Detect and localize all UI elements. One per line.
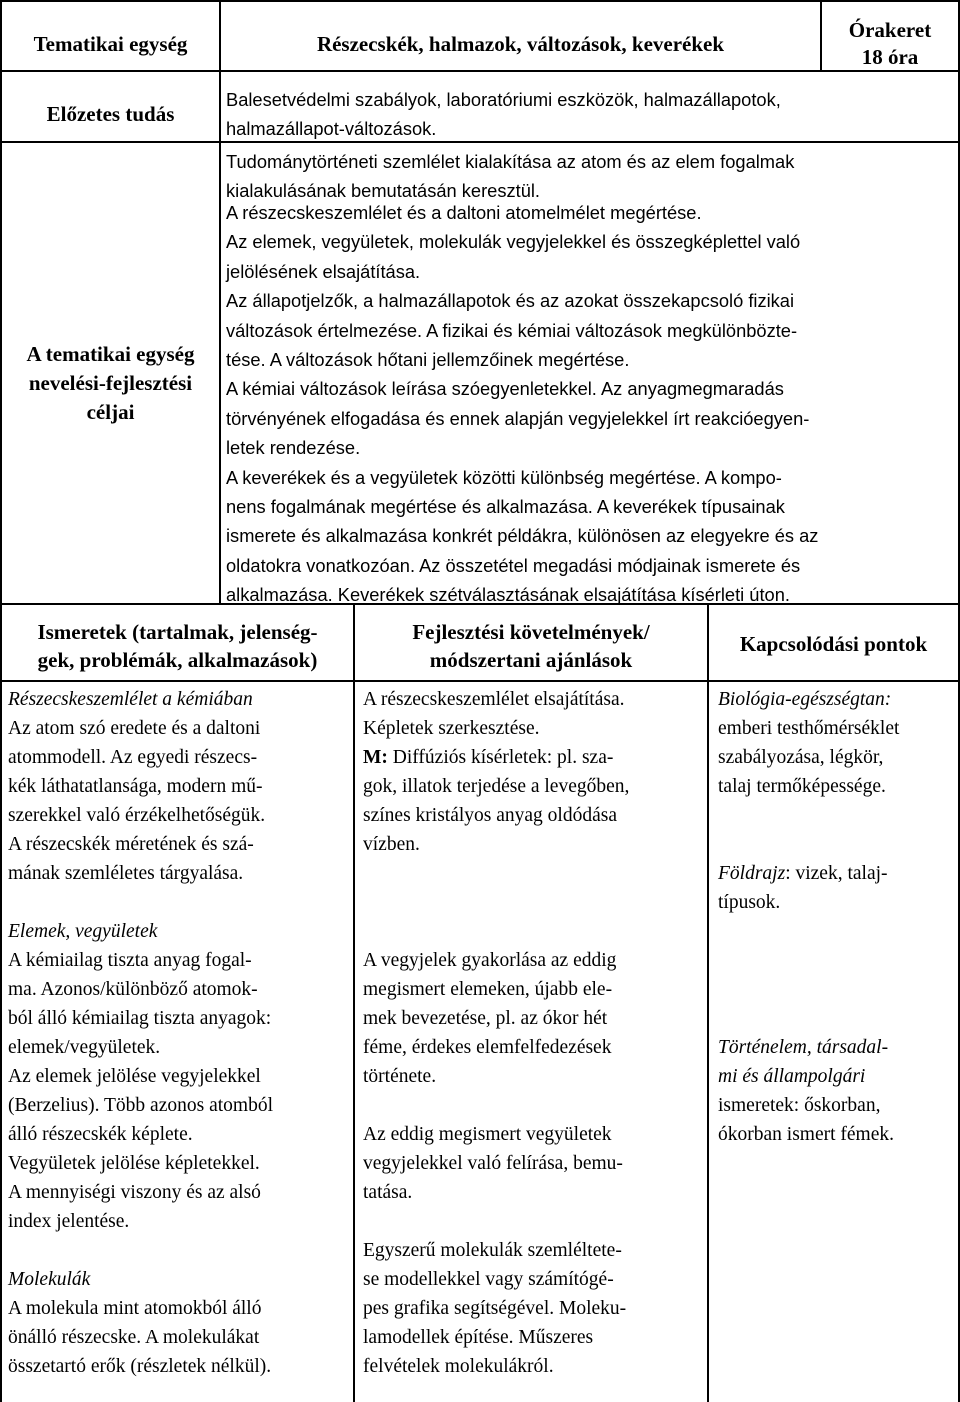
col2-header: [355, 618, 707, 674]
requirement-line: gok, illatok terjedése a levegőben,: [363, 776, 630, 797]
knowledge-line: A részecskék méretének és szá-: [8, 834, 254, 855]
rule-under-header: [0, 70, 960, 72]
connections-column: [718, 685, 899, 1149]
knowledge-line: atommodell. Az egyedi részecs-: [8, 747, 258, 768]
rule-label-col: [219, 0, 221, 604]
goals-line: oldatokra vonatkozóan. Az összetétel megadási módjainak ismerete és: [226, 554, 801, 576]
requirement-line: története.: [363, 1066, 437, 1087]
col2-header-line: módszertani ajánlások: [429, 648, 633, 672]
header-title: Részecskék, halmazok, változások, keverékek: [316, 32, 725, 56]
requirement-line: pes grafika segítségével. Moleku-: [363, 1298, 627, 1319]
col3-header: Kapcsolódási pontok: [739, 632, 928, 656]
goals-line: A részecskeszemlélet és a daltoni atomelmélet megértése.: [226, 202, 702, 223]
knowledge-line: önálló részecske. A molekulákat: [8, 1327, 260, 1348]
requirement-line: felvételek molekulákról.: [363, 1356, 554, 1377]
goals-line: nens fogalmának megértése és alkalmazása. A keverékek típusainak: [226, 496, 785, 518]
prior-line: Balesetvédelmi szabályok, laboratóriumi eszközök, halmazállapotok,: [226, 89, 781, 110]
goals-line: törvényének elfogadása és ennek alapján vegyjelekkel írt reakcióegyen-: [226, 407, 810, 429]
goals-line: tése. A változások hőtani jellemzőinek megértése.: [226, 349, 630, 371]
header-label: Tematikai egység: [33, 32, 188, 56]
knowledge-line: A mennyiségi viszony és az alsó: [8, 1182, 261, 1203]
connection-line: típusok.: [718, 892, 781, 913]
section-title: Részecskeszemlélet a kémiában: [8, 689, 253, 710]
requirement-line: Az eddig megismert vegyületek: [363, 1124, 612, 1145]
requirement-line: lamodellek építése. Műszeres: [363, 1327, 594, 1348]
goals-line: ismerete és alkalmazása konkrét példákra, különösen az elegyekre és az: [226, 525, 819, 547]
knowledge-line: A kémiailag tiszta anyag fogal-: [8, 950, 252, 971]
section-title: Molekulák: [8, 1269, 91, 1290]
prior-knowledge-label: Előzetes tudás: [46, 102, 175, 126]
goals-label-line: céljai: [86, 400, 135, 424]
knowledge-line: ma. Azonos/különböző atomok-: [8, 979, 258, 1000]
hours-value: 18 óra: [861, 45, 919, 69]
requirement-line: mek bevezetése, pl. az ókor hét: [363, 1008, 608, 1029]
requirement-line: se modellekkel vagy számítógé-: [363, 1269, 614, 1290]
knowledge-line: index jelentése.: [8, 1211, 130, 1232]
subject-title: mi és állampolgári: [718, 1066, 866, 1087]
requirement-line: féme, érdekes elemfelfedezések: [363, 1037, 612, 1058]
knowledge-line: A molekula mint atomokból álló: [8, 1298, 262, 1319]
knowledge-column: [8, 685, 273, 1381]
requirement-line: vegyjelekkel való felírása, bemu-: [363, 1153, 623, 1174]
col1-header-line: gek, problémák, alkalmazások): [37, 648, 318, 672]
goals-line: letek rendezése.: [226, 437, 361, 459]
goals-line: jelölésének elsajátítása.: [226, 260, 421, 282]
method-label: M:: [363, 747, 388, 768]
goals-label-line: nevelési-fejlesztési: [28, 371, 193, 395]
rule-top: [0, 0, 960, 2]
knowledge-line: Az atom szó eredete és a daltoni: [8, 718, 261, 739]
subject-title: Történelem, társadal-: [718, 1037, 889, 1058]
rule-left: [0, 0, 2, 1402]
col1-header: [2, 618, 353, 674]
knowledge-line: mának szemléletes tárgyalása.: [8, 863, 244, 884]
prior-knowledge-text: [226, 85, 794, 206]
knowledge-line: ból álló kémiailag tiszta anyagok:: [8, 1008, 272, 1029]
connection-text: : vizek, talaj-: [785, 863, 888, 884]
rule-col2-col3: [707, 604, 709, 1402]
goals-text: [226, 198, 818, 610]
knowledge-line: szerekkel való érzékelhetőségük.: [8, 805, 266, 826]
requirement-line: színes kristályos anyag oldódása: [363, 805, 617, 826]
hours-label: Órakeret: [848, 18, 932, 42]
subject-title: Földrajz: [718, 863, 786, 884]
subject-title: Biológia-egészségtan:: [718, 689, 892, 710]
knowledge-line: összetartó erők (részletek nélkül).: [8, 1356, 272, 1377]
goals-line: Az állapotjelzők, a halmazállapotok és az azokat összekapcsoló fizikai: [226, 290, 795, 312]
rule-col1-col2: [353, 604, 355, 1402]
requirements-column: [363, 685, 629, 1381]
requirement-line: Egyszerű molekulák szemléltete-: [363, 1240, 622, 1261]
requirement-line: megismert elemeken, újabb ele-: [363, 979, 613, 1000]
goals-line: A keverékek és a vegyületek közötti különbség megértése. A kompo-: [226, 466, 782, 488]
prior-line: kialakulásának bemutatásán keresztül.: [226, 180, 541, 202]
requirement-line: A részecskeszemlélet elsajátítása.: [363, 689, 625, 710]
prior-line: Tudománytörténeti szemlélet kialakítása az atom és az elem fogalmak: [226, 150, 795, 172]
col1-header-line: Ismeretek (tartalmak, jelenség-: [37, 620, 318, 644]
knowledge-line: elemek/vegyületek.: [8, 1037, 161, 1058]
connection-line: [718, 859, 899, 888]
requirement-line: tatása.: [363, 1182, 413, 1203]
connection-line: ismeretek: őskorban,: [718, 1095, 881, 1116]
method-text: Diffúziós kísérletek: pl. sza-: [387, 747, 614, 768]
knowledge-line: álló részecskék képlete.: [8, 1124, 193, 1145]
knowledge-line: (Berzelius). Több azonos atomból: [8, 1095, 273, 1116]
goals-line: változások értelmezése. A fizikai és kémiai változások megkülönbözte-: [226, 319, 798, 341]
connection-line: ókorban ismert fémek.: [718, 1124, 894, 1145]
connection-line: szabályozása, légkör,: [718, 747, 884, 768]
requirement-line: Képletek szerkesztése.: [363, 718, 540, 739]
section-title: Elemek, vegyületek: [8, 921, 158, 942]
rule-under-colheads: [0, 680, 960, 682]
goals-label-line: A tematikai egység: [26, 342, 195, 366]
goals-line: alkalmazása. Keverékek szétválasztásának elsajátítása kísérleti úton.: [226, 584, 790, 606]
knowledge-line: kék láthatatlansága, modern mű-: [8, 776, 263, 797]
connection-line: emberi testhőmérséklet: [718, 718, 900, 739]
col2-header-line: Fejlesztési követelmények/: [412, 620, 650, 644]
knowledge-line: Az elemek jelölése vegyjelekkel: [8, 1066, 261, 1087]
goals-line: Az elemek, vegyületek, molekulák vegyjelekkel és összegképlettel való: [226, 231, 801, 253]
knowledge-line: Vegyületek jelölése képletekkel.: [8, 1153, 260, 1174]
requirement-line: A vegyjelek gyakorlása az eddig: [363, 950, 617, 971]
connection-line: talaj termőképessége.: [718, 776, 886, 797]
prior-line: halmazállapot-változások.: [226, 118, 437, 140]
requirement-line: [363, 743, 629, 772]
requirement-line: vízben.: [363, 834, 420, 855]
goals-line: A kémiai változások leírása szóegyenletekkel. Az anyagmegmaradás: [226, 378, 784, 400]
goals-label: [2, 340, 219, 427]
